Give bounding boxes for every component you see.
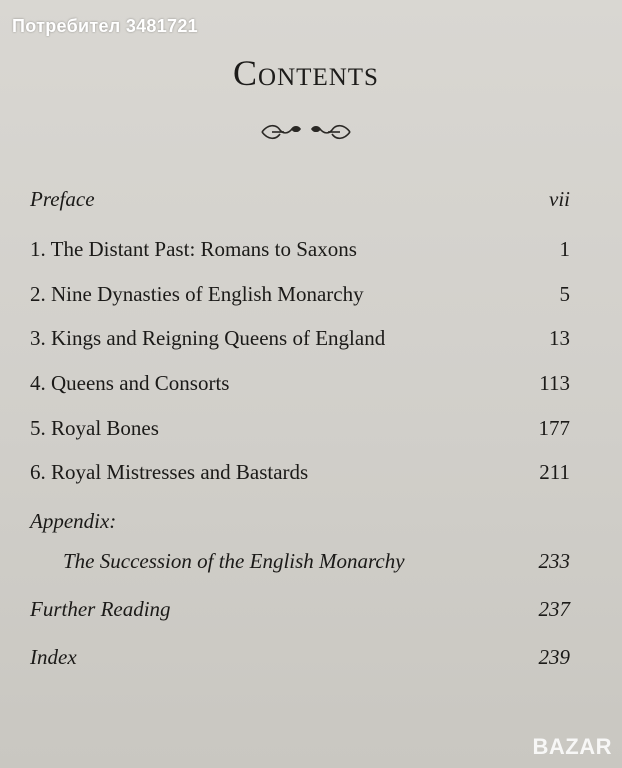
toc-entry-title: Further Reading xyxy=(30,597,171,621)
toc-page-number: 211 xyxy=(539,460,570,484)
toc-entry-title: 1. The Distant Past: Romans to Saxons xyxy=(30,237,357,261)
toc-entry-title: 3. Kings and Reigning Queens of England xyxy=(30,326,386,350)
toc-entry-title: The Succession of the English Monarchy xyxy=(63,549,405,573)
toc-entry-title: 6. Royal Mistresses and Bastards xyxy=(30,460,309,484)
toc-entry-chapter-5 xyxy=(30,413,570,443)
toc-page-number: 239 xyxy=(538,645,570,669)
toc-entry-title: Index xyxy=(30,645,77,669)
toc-page-number: 177 xyxy=(538,416,570,440)
uploader-watermark: Потребител 3481721 xyxy=(12,16,198,36)
page-title: Contents xyxy=(233,53,379,93)
toc-entry-appendix-subtitle xyxy=(63,546,570,576)
toc-entry-index xyxy=(30,642,570,672)
toc-page-number: 113 xyxy=(539,371,570,395)
toc-entry-title: 5. Royal Bones xyxy=(30,416,159,440)
marketplace-logo: BAZAR xyxy=(532,734,612,759)
toc-entry-chapter-2 xyxy=(30,279,570,309)
toc-page-number: 1 xyxy=(559,237,570,261)
toc-entry-chapter-6 xyxy=(30,457,570,487)
toc-entry-title: Preface xyxy=(30,187,95,211)
toc-page-number: 5 xyxy=(559,282,570,306)
toc-page-number: 13 xyxy=(549,326,570,350)
toc-entry-title: 2. Nine Dynasties of English Monarchy xyxy=(30,282,364,306)
toc-entry-title: Appendix: xyxy=(30,509,117,533)
fleuron-ornament-icon xyxy=(258,120,354,144)
toc-entry-chapter-3 xyxy=(30,323,570,353)
toc-entry-further-reading xyxy=(30,594,570,624)
toc-entry-title: 4. Queens and Consorts xyxy=(30,371,230,395)
toc-entry-preface xyxy=(30,184,570,214)
toc-page-number: 233 xyxy=(538,549,570,573)
toc-page-number: 237 xyxy=(538,597,570,621)
toc-page-number: vii xyxy=(549,187,570,211)
toc-entry-appendix xyxy=(30,506,570,536)
toc-entry-chapter-1 xyxy=(30,234,570,264)
toc-entry-chapter-4 xyxy=(30,368,570,398)
